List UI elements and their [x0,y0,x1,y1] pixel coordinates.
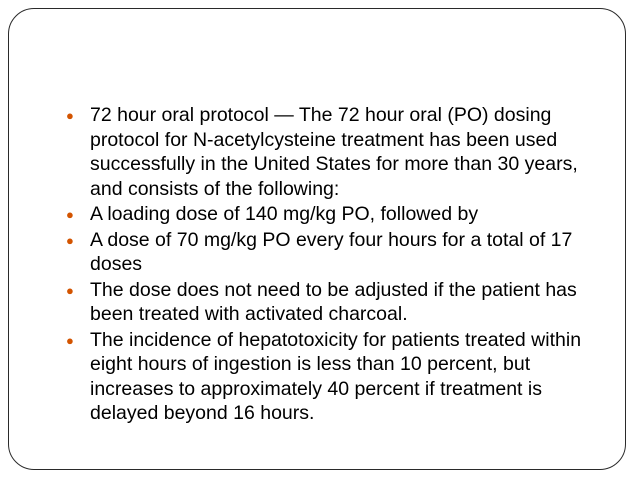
bullet-text: The dose does not need to be adjusted if the patient has been treated with activated charcoal. [90,278,577,325]
bullet-item [66,228,612,277]
bullet-item [66,202,612,227]
bullet-icon: ● [66,232,74,248]
bullet-icon: ● [66,207,74,222]
bullet-item [66,328,612,426]
bullet-item [66,103,612,201]
bullet-icon: ● [66,282,74,298]
bullet-list [66,103,612,427]
bullet-item [66,278,612,327]
bullet-icon: ● [66,108,74,123]
bullet-icon: ● [66,332,74,348]
bullet-text: A dose of 70 mg/kg PO every four hours for a total of 17 doses [90,228,573,275]
bullet-text: The incidence of hepatotoxicity for patients treated within eight hours of ingestion is less than 10 percent, but increases to approximately 40 percent if treatment is delayed beyond 16 hours. [90,328,582,424]
bullet-text: A loading dose of 140 mg/kg PO, followed by [90,203,479,225]
bullet-text: 72 hour oral protocol — The 72 hour oral (PO) dosing protocol for N-acetylcysteine treatment has been used successfully in the United States for more than 30 years, and consists of the following: [90,104,578,200]
